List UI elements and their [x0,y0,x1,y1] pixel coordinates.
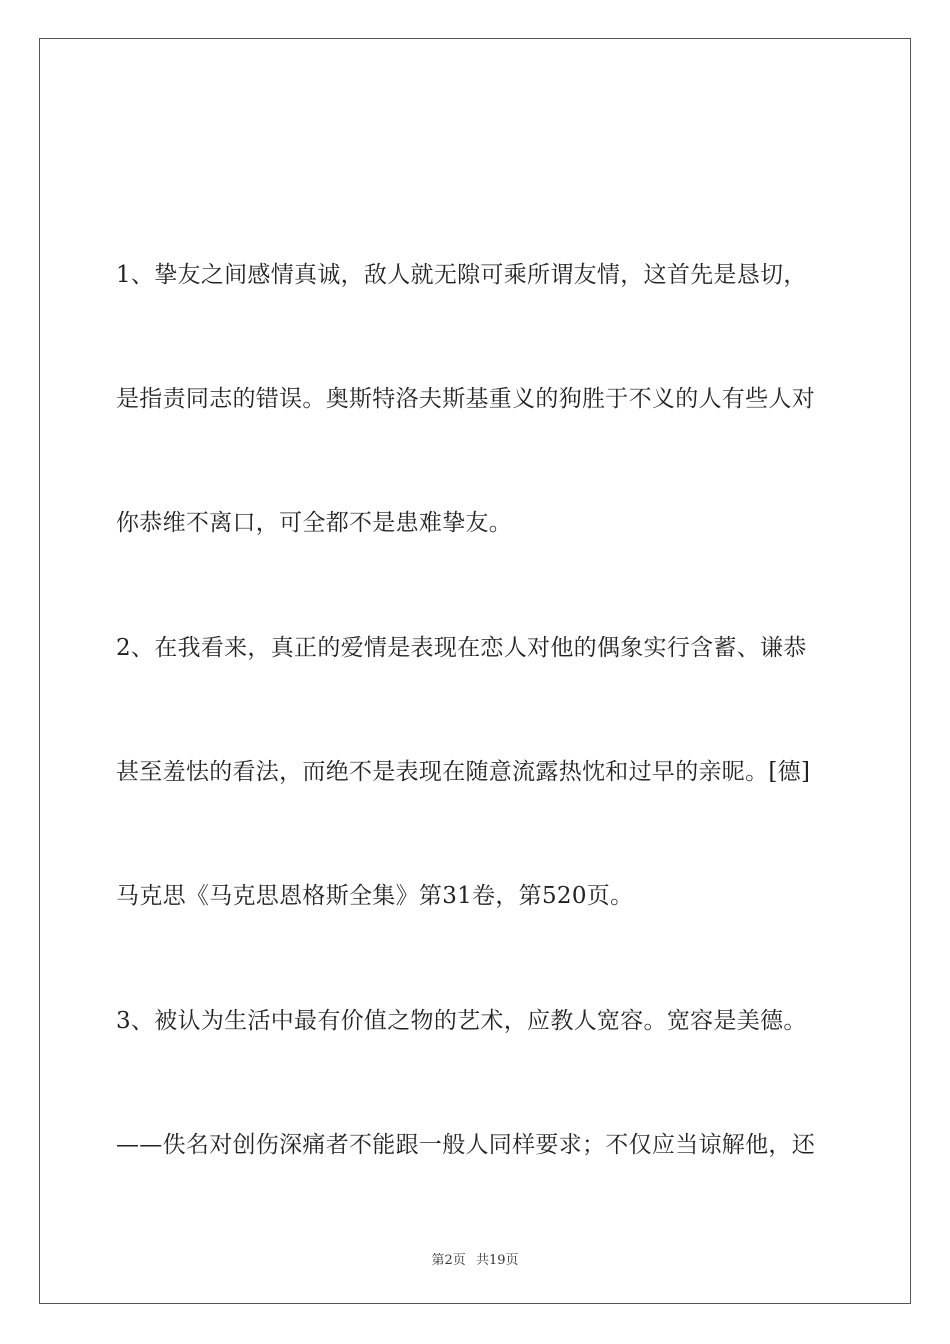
page-total: 共19页 [475,1253,519,1268]
text-line-3: 你恭维不离口，可全都不是患难挚友。 [116,510,513,536]
page-frame [39,38,911,1304]
page-footer [0,1249,950,1268]
text-line-5: 甚至羞怯的看法，而绝不是表现在随意流露热忱和过早的亲昵。[德] [116,759,811,785]
text-line-1: 1、挚友之间感情真诚，敌人就无隙可乘所谓友情，这首先是恳切， [116,262,807,288]
text-line-8: ——佚名对创伤深痛者不能跟一般人同样要求；不仅应当谅解他，还 [116,1132,815,1158]
page-number: 第2页 [431,1253,466,1268]
text-line-4: 2、在我看来，真正的爱情是表现在恋人对他的偶象实行含蓄、谦恭 [116,635,807,661]
text-line-7: 3、被认为生活中最有价值之物的艺术，应教人宽容。宽容是美德。 [116,1008,807,1034]
text-line-2: 是指责同志的错误。奥斯特洛夫斯基重义的狗胜于不义的人有些人对 [116,386,815,412]
text-line-6: 马克思《马克思恩格斯全集》第31卷，第520页。 [116,883,634,909]
